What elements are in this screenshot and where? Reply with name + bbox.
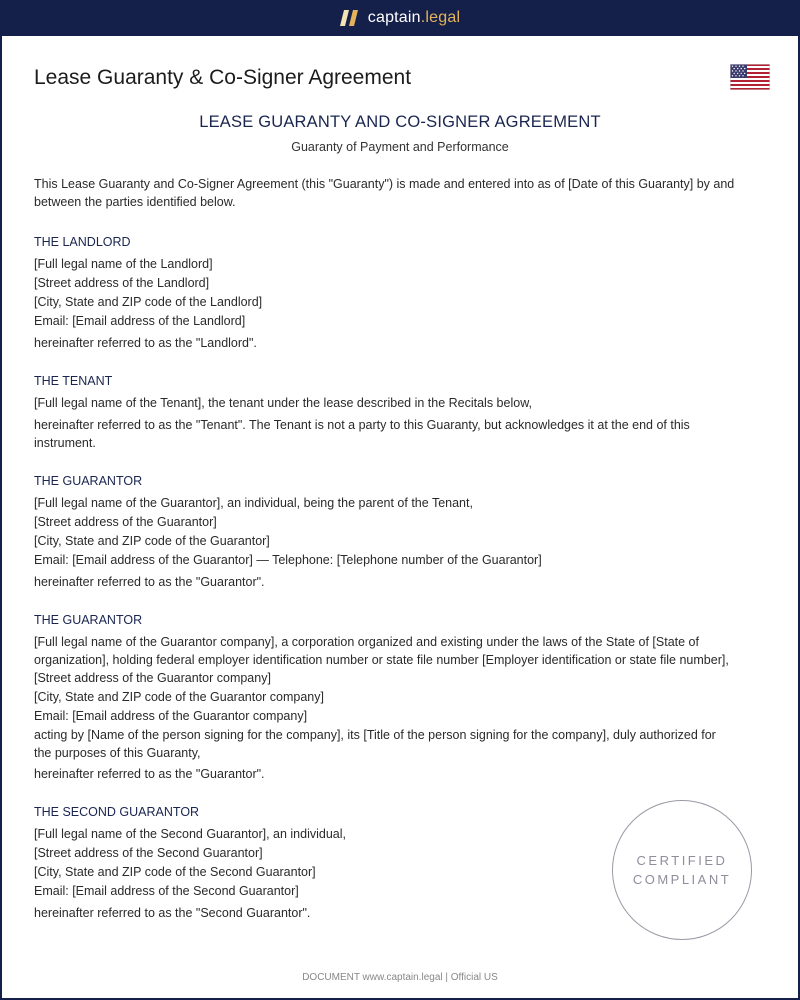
section-title: THE GUARANTOR xyxy=(34,474,143,488)
party-line: [Street address of the Second Guarantor] xyxy=(34,846,263,860)
tenant-section xyxy=(34,372,750,452)
party-line: Email: [Email address of the Guarantor] — Telephone: [Telephone number of the Guarantor] xyxy=(34,553,542,567)
guarantor-details xyxy=(34,494,750,570)
section-title: THE LANDLORD xyxy=(34,235,131,249)
party-line: [Full legal name of the Tenant], the tenant under the lease described in the Recitals below, xyxy=(34,396,533,410)
tenant-details xyxy=(34,394,750,413)
party-line: [Street address of the Landlord] xyxy=(34,276,210,290)
party-line: [Full legal name of the Guarantor], an individual, being the parent of the Tenant, xyxy=(34,496,473,510)
referred-clause: hereinafter referred to as the "Guarantor". xyxy=(34,575,265,589)
us-flag-icon xyxy=(730,64,770,90)
guarantor-company-section xyxy=(34,611,750,783)
guarantor-individual-section xyxy=(34,472,750,591)
party-line: [Street address of the Guarantor company] xyxy=(34,671,271,685)
party-line: [City, State and ZIP code of the Second Guarantor] xyxy=(34,865,316,879)
party-line: Email: [Email address of the Landlord] xyxy=(34,314,246,328)
party-line: [Full legal name of the Landlord] xyxy=(34,257,213,271)
section-title: THE TENANT xyxy=(34,374,113,388)
page-footer: DOCUMENT www.captain.legal | Official US xyxy=(302,972,498,983)
guarantor-company-details xyxy=(34,633,750,762)
page-title: Lease Guaranty & Co-Signer Agreement xyxy=(34,66,412,89)
brand-header xyxy=(0,0,800,36)
stripes-logo-icon xyxy=(340,10,360,26)
party-line: Email: [Email address of the Second Guarantor] xyxy=(34,884,299,898)
party-line: acting by [Name of the person signing for the company], its [Title of the person signing for the company], duly authorized for the purposes of this Guaranty, xyxy=(34,728,716,760)
certified-compliant-stamp xyxy=(612,800,752,940)
party-line: Email: [Email address of the Guarantor company] xyxy=(34,709,308,723)
party-line: [Full legal name of the Guarantor company], a corporation organized and existing under the laws of the State of [State of organization], holding federal employer identification number or state file number [Employer identification or state file number], xyxy=(34,635,729,667)
landlord-details xyxy=(34,255,750,331)
section-title: THE GUARANTOR xyxy=(34,613,143,627)
referred-clause: hereinafter referred to as the "Second Guarantor". xyxy=(34,906,311,920)
agreement-subheading: Guaranty of Payment and Performance xyxy=(291,140,509,154)
party-line: [City, State and ZIP code of the Landlord] xyxy=(34,295,263,309)
party-line: [City, State and ZIP code of the Guarantor] xyxy=(34,534,270,548)
intro-paragraph: This Lease Guaranty and Co-Signer Agreement (this "Guaranty") is made and entered into as of [Date of this Guaranty] by and between the parties identified below. xyxy=(34,177,735,209)
agreement-heading: LEASE GUARANTY AND CO-SIGNER AGREEMENT xyxy=(199,113,601,131)
referred-clause: hereinafter referred to as the "Landlord". xyxy=(34,336,257,350)
stamp-line: CERTIFIED xyxy=(636,853,728,868)
party-line: [City, State and ZIP code of the Guarantor company] xyxy=(34,690,324,704)
referred-clause: hereinafter referred to as the "Tenant". The Tenant is not a party to this Guaranty, but acknowledges it at the end of this instrument. xyxy=(34,418,690,450)
party-line: [Street address of the Guarantor] xyxy=(34,515,217,529)
brand-name: captain.legal xyxy=(367,9,461,26)
party-line: [Full legal name of the Second Guarantor], an individual, xyxy=(34,827,346,841)
section-title: THE SECOND GUARANTOR xyxy=(34,805,200,819)
landlord-section xyxy=(34,233,750,352)
stamp-line: COMPLIANT xyxy=(632,872,732,887)
referred-clause: hereinafter referred to as the "Guarantor". xyxy=(34,767,265,781)
